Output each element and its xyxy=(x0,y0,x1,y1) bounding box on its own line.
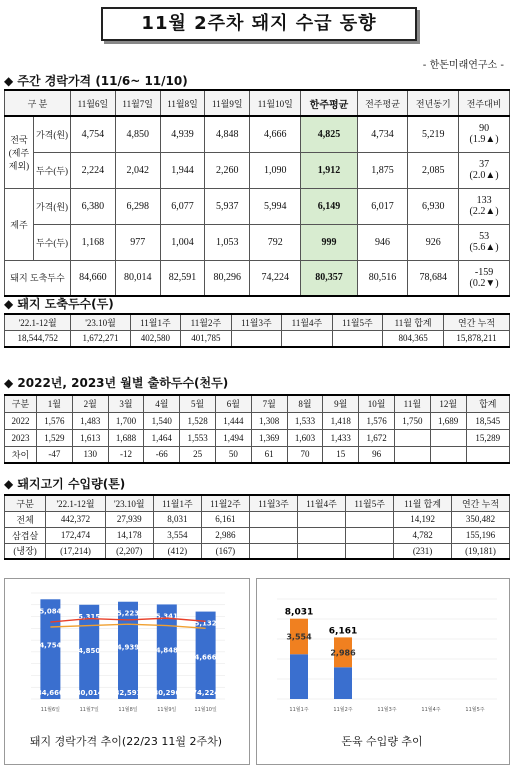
value-cell: (412) xyxy=(153,543,201,559)
bar-value-label: 74,224 xyxy=(192,689,220,697)
value-cell: 18,544,752 xyxy=(5,330,71,347)
value-cell: 2,224 xyxy=(71,152,116,188)
column-header: 11월6일 xyxy=(71,90,116,116)
value-cell: 1,553 xyxy=(180,429,216,446)
value-cell: 926 xyxy=(408,224,459,260)
value-cell: 3,554 xyxy=(153,527,201,543)
value-cell: 1,576 xyxy=(359,412,395,429)
table-row xyxy=(5,429,510,446)
value-cell xyxy=(346,527,394,543)
value-cell: 차이 xyxy=(5,446,37,463)
table-row xyxy=(5,412,510,429)
column-header: 9월 xyxy=(323,395,359,412)
value-cell xyxy=(430,446,466,463)
pork-import-heading: ◆ 돼지고기 수입량(톤) xyxy=(4,477,126,491)
value-cell: (19,181) xyxy=(452,543,510,559)
value-cell xyxy=(332,330,383,347)
value-cell: 8,031 xyxy=(153,511,201,527)
value-cell: 6,161 xyxy=(201,511,249,527)
value-cell: 1,533 xyxy=(287,412,323,429)
table-row xyxy=(5,527,510,543)
value-cell: 80,357 xyxy=(301,260,357,296)
category-label: 11월10일 xyxy=(194,707,217,713)
column-header: 12월 xyxy=(430,395,466,412)
price-chart xyxy=(5,579,249,729)
row-group-label: 제주 xyxy=(5,188,34,260)
row-group-label: 돼지 도축두수 xyxy=(5,260,71,296)
value-cell: 1,672,271 xyxy=(71,330,130,347)
table-row xyxy=(5,116,510,152)
value-cell: 74,224 xyxy=(250,260,301,296)
value-cell: (냉장) xyxy=(5,543,46,559)
table-row xyxy=(5,188,510,224)
category-label: 11월5주 xyxy=(465,707,485,713)
change-cell xyxy=(459,188,510,224)
value-cell: 792 xyxy=(250,224,301,260)
table-row xyxy=(5,330,510,347)
value-cell xyxy=(394,429,430,446)
value-cell: 1,433 xyxy=(323,429,359,446)
table-row xyxy=(5,152,510,188)
slaughter-heading: ◆ 돼지 도축두수(두) xyxy=(4,297,114,311)
table-row xyxy=(5,446,510,463)
column-header: 11월4주 xyxy=(298,495,346,511)
value-cell: 402,580 xyxy=(130,330,181,347)
segment-value-label: 2,986 xyxy=(330,648,356,658)
change-percent: (2.0▲) xyxy=(469,170,499,181)
value-cell: 4,848 xyxy=(205,116,250,152)
value-cell: 1,464 xyxy=(144,429,180,446)
column-header: 연간 누적 xyxy=(444,314,510,330)
category-label: 11월3주 xyxy=(377,707,397,713)
category-label: 11월4주 xyxy=(421,707,441,713)
value-cell: 155,196 xyxy=(452,527,510,543)
value-cell: 6,380 xyxy=(71,188,116,224)
value-cell: 6,017 xyxy=(357,188,408,224)
column-header: 연간 누적 xyxy=(452,495,510,511)
pork-import-table xyxy=(4,494,510,560)
value-cell: 1,603 xyxy=(287,429,323,446)
value-cell: 442,372 xyxy=(46,511,106,527)
column-header: 11월2주 xyxy=(181,314,232,330)
row-group-label: 전국 (제주 제외) xyxy=(5,116,34,188)
value-cell: 1,418 xyxy=(323,412,359,429)
column-header: 11월4주 xyxy=(282,314,333,330)
price-label: 4,754 xyxy=(39,641,62,650)
column-header: 구 분 xyxy=(5,90,71,116)
value-cell: 4,825 xyxy=(301,116,357,152)
change-value: -159 xyxy=(474,266,494,278)
value-cell: 1,700 xyxy=(108,412,144,429)
value-cell xyxy=(346,511,394,527)
value-cell: 1,308 xyxy=(251,412,287,429)
value-cell: 6,077 xyxy=(160,188,205,224)
value-cell: 1,494 xyxy=(215,429,251,446)
segment-value-label: 3,554 xyxy=(286,632,312,642)
value-cell: 1,528 xyxy=(180,412,216,429)
column-header: 전주대비 xyxy=(459,90,510,116)
value-cell xyxy=(298,543,346,559)
value-cell: 1,750 xyxy=(394,412,430,429)
value-cell: 27,939 xyxy=(105,511,153,527)
column-header: 5월 xyxy=(180,395,216,412)
value-cell xyxy=(249,511,297,527)
value-cell: 350,482 xyxy=(452,511,510,527)
row-kind-label: 가격(원) xyxy=(34,188,71,224)
change-percent: (5.6▲) xyxy=(469,242,499,253)
value-cell: 5,937 xyxy=(205,188,250,224)
value-cell: 1,576 xyxy=(37,412,73,429)
value-cell: 80,014 xyxy=(115,260,160,296)
value-cell: 15,289 xyxy=(466,429,509,446)
column-header: 11월 xyxy=(394,395,430,412)
value-cell: 15 xyxy=(323,446,359,463)
price-label: 5,132 xyxy=(194,619,217,628)
column-header: 11월3주 xyxy=(249,495,297,511)
value-cell xyxy=(430,429,466,446)
monthly-shipment-heading: ◆ 2022년, 2023년 월별 출하두수(천두) xyxy=(4,376,229,390)
column-header: 11월8일 xyxy=(160,90,205,116)
value-cell: 1,090 xyxy=(250,152,301,188)
column-header: 3월 xyxy=(108,395,144,412)
price-label: 4,939 xyxy=(116,643,140,652)
row-kind-label: 두수(두) xyxy=(34,152,71,188)
slaughter-table xyxy=(4,313,510,348)
weekly-price-table xyxy=(4,89,510,297)
category-label: 11월1주 xyxy=(289,707,309,713)
value-cell: 999 xyxy=(301,224,357,260)
total-value-label: 6,161 xyxy=(328,626,358,637)
value-cell: 4,782 xyxy=(394,527,452,543)
value-cell: 4,939 xyxy=(160,116,205,152)
column-header: 전주평균 xyxy=(357,90,408,116)
value-cell: -47 xyxy=(37,446,73,463)
value-cell: 1,875 xyxy=(357,152,408,188)
column-header: 11월3주 xyxy=(231,314,282,330)
value-cell: 4,850 xyxy=(115,116,160,152)
weekly-price-heading: ◆ 주간 경락가격 (11/6~ 11/10) xyxy=(4,74,188,88)
column-header: 4월 xyxy=(144,395,180,412)
column-header: 11월9일 xyxy=(205,90,250,116)
value-cell: 2,986 xyxy=(201,527,249,543)
value-cell: 1,688 xyxy=(108,429,144,446)
value-cell: 2023 xyxy=(5,429,37,446)
value-cell: (231) xyxy=(394,543,452,559)
category-label: 11월8일 xyxy=(118,707,138,713)
organization-label: - 한돈미래연구소 - xyxy=(422,60,504,71)
category-label: 11월6일 xyxy=(40,707,61,713)
row-kind-label: 가격(원) xyxy=(34,116,71,152)
price-label: 4,666 xyxy=(194,653,217,662)
value-cell: 4,754 xyxy=(71,116,116,152)
column-header: 11월7일 xyxy=(115,90,160,116)
value-cell: 130 xyxy=(72,446,108,463)
change-value: 90 xyxy=(479,123,490,135)
value-cell: 1,053 xyxy=(205,224,250,260)
value-cell xyxy=(394,446,430,463)
value-cell: 1,369 xyxy=(251,429,287,446)
value-cell: 1,672 xyxy=(359,429,395,446)
change-cell xyxy=(459,224,510,260)
column-header: 전년동기 xyxy=(408,90,459,116)
category-label: 11월7일 xyxy=(79,707,99,713)
price-label: 5,341 xyxy=(155,612,178,621)
value-cell: 15,878,211 xyxy=(444,330,510,347)
value-cell: 172,474 xyxy=(46,527,106,543)
column-header: '23.10월 xyxy=(71,314,130,330)
change-cell xyxy=(459,116,510,152)
total-value-label: 8,031 xyxy=(284,607,314,618)
price-label: 5,315 xyxy=(78,612,101,621)
column-header: 11월 합계 xyxy=(383,314,444,330)
value-cell: (167) xyxy=(201,543,249,559)
change-value: 53 xyxy=(479,231,490,242)
value-cell: 1,529 xyxy=(37,429,73,446)
value-cell: (2,207) xyxy=(105,543,153,559)
value-cell: (17,214) xyxy=(46,543,106,559)
value-cell: 14,178 xyxy=(105,527,153,543)
value-cell: 2,260 xyxy=(205,152,250,188)
row-kind-label: 두수(두) xyxy=(34,224,71,260)
value-cell: 2022 xyxy=(5,412,37,429)
price-chart-caption: 돼지 경락가격 추이(22/23 11월 2주차) xyxy=(29,735,223,748)
value-cell: 6,298 xyxy=(115,188,160,224)
value-cell: 1,613 xyxy=(72,429,108,446)
column-header: 10월 xyxy=(359,395,395,412)
value-cell: 6,149 xyxy=(301,188,357,224)
change-percent: (2.2▲) xyxy=(469,206,499,217)
column-header: 구분 xyxy=(5,495,46,511)
value-cell: 1,689 xyxy=(430,412,466,429)
column-header: 합계 xyxy=(466,395,509,412)
value-cell: 5,994 xyxy=(250,188,301,224)
value-cell: 96 xyxy=(359,446,395,463)
import-chart-caption: 돈육 수입량 추이 xyxy=(341,735,423,748)
value-cell: 61 xyxy=(251,446,287,463)
change-value: 37 xyxy=(479,159,490,170)
value-cell: 18,545 xyxy=(466,412,509,429)
table-header-row xyxy=(5,395,510,412)
value-cell: 50 xyxy=(215,446,251,463)
price-label: 5,223 xyxy=(116,609,140,618)
column-header: '22.1-12월 xyxy=(46,495,106,511)
category-label: 11월2주 xyxy=(333,707,353,713)
column-header: '22.1-12월 xyxy=(5,314,71,330)
value-cell: 4,734 xyxy=(357,116,408,152)
column-header: '23.10월 xyxy=(105,495,153,511)
change-percent: (0.2▼) xyxy=(469,277,499,289)
column-header: 8월 xyxy=(287,395,323,412)
value-cell xyxy=(231,330,282,347)
value-cell xyxy=(346,543,394,559)
value-cell xyxy=(466,446,509,463)
value-cell: 5,219 xyxy=(408,116,459,152)
page-title: 11월 2주차 돼지 수급 동향 xyxy=(101,7,417,41)
bar-value-label: 84,660 xyxy=(36,689,64,697)
value-cell: 삼겹살 xyxy=(5,527,46,543)
monthly-shipment-table xyxy=(4,394,510,464)
column-header: 2월 xyxy=(72,395,108,412)
value-cell: 1,540 xyxy=(144,412,180,429)
bar-value-label: 80,296 xyxy=(153,689,181,697)
category-label: 11월9일 xyxy=(157,707,177,713)
value-cell: 14,192 xyxy=(394,511,452,527)
column-header: 11월5주 xyxy=(346,495,394,511)
value-cell: 25 xyxy=(180,446,216,463)
column-header: 구분 xyxy=(5,395,37,412)
table-header-row xyxy=(5,314,510,330)
value-cell: 82,591 xyxy=(160,260,205,296)
value-cell: 84,660 xyxy=(71,260,116,296)
value-cell xyxy=(298,511,346,527)
column-header: 11월1주 xyxy=(130,314,181,330)
table-row xyxy=(5,511,510,527)
column-header: 6월 xyxy=(215,395,251,412)
value-cell xyxy=(298,527,346,543)
column-header: 1월 xyxy=(37,395,73,412)
value-cell: 2,085 xyxy=(408,152,459,188)
price-label: 4,848 xyxy=(155,646,178,655)
table-row xyxy=(5,543,510,559)
bar-value-label: 80,014 xyxy=(75,689,103,697)
value-cell: 2,042 xyxy=(115,152,160,188)
table-row xyxy=(5,260,510,296)
value-cell: 1,912 xyxy=(301,152,357,188)
value-cell: 946 xyxy=(357,224,408,260)
value-cell: 6,930 xyxy=(408,188,459,224)
value-cell: 1,944 xyxy=(160,152,205,188)
column-header: 한주평균 xyxy=(301,90,357,116)
change-cell xyxy=(459,152,510,188)
price-label: 4,850 xyxy=(78,646,101,655)
value-cell: 804,365 xyxy=(383,330,444,347)
value-cell: 전체 xyxy=(5,511,46,527)
column-header: 11월1주 xyxy=(153,495,201,511)
column-header: 7월 xyxy=(251,395,287,412)
table-header-row xyxy=(5,495,510,511)
value-cell xyxy=(282,330,333,347)
value-cell: -12 xyxy=(108,446,144,463)
bar-value-label: 82,591 xyxy=(114,689,142,697)
bar-segment xyxy=(334,667,352,699)
table-row xyxy=(5,224,510,260)
change-percent: (1.9▲) xyxy=(469,134,499,146)
value-cell: -66 xyxy=(144,446,180,463)
column-header: 11월10일 xyxy=(250,90,301,116)
price-label: 5,084 xyxy=(39,607,62,616)
import-chart xyxy=(257,579,509,729)
value-cell: 78,684 xyxy=(408,260,459,296)
change-value: 133 xyxy=(476,195,492,206)
value-cell: 401,785 xyxy=(181,330,232,347)
value-cell: 80,516 xyxy=(357,260,408,296)
value-cell: 70 xyxy=(287,446,323,463)
value-cell: 1,004 xyxy=(160,224,205,260)
change-cell xyxy=(459,260,510,296)
value-cell: 1,444 xyxy=(215,412,251,429)
column-header: 11월 합계 xyxy=(394,495,452,511)
column-header: 11월2주 xyxy=(201,495,249,511)
value-cell: 4,666 xyxy=(250,116,301,152)
value-cell: 80,296 xyxy=(205,260,250,296)
value-cell xyxy=(249,527,297,543)
value-cell: 977 xyxy=(115,224,160,260)
value-cell: 1,168 xyxy=(71,224,116,260)
value-cell: 1,483 xyxy=(72,412,108,429)
table-header-row xyxy=(5,90,510,116)
column-header: 11월5주 xyxy=(332,314,383,330)
value-cell xyxy=(249,543,297,559)
bar-segment xyxy=(290,654,308,699)
